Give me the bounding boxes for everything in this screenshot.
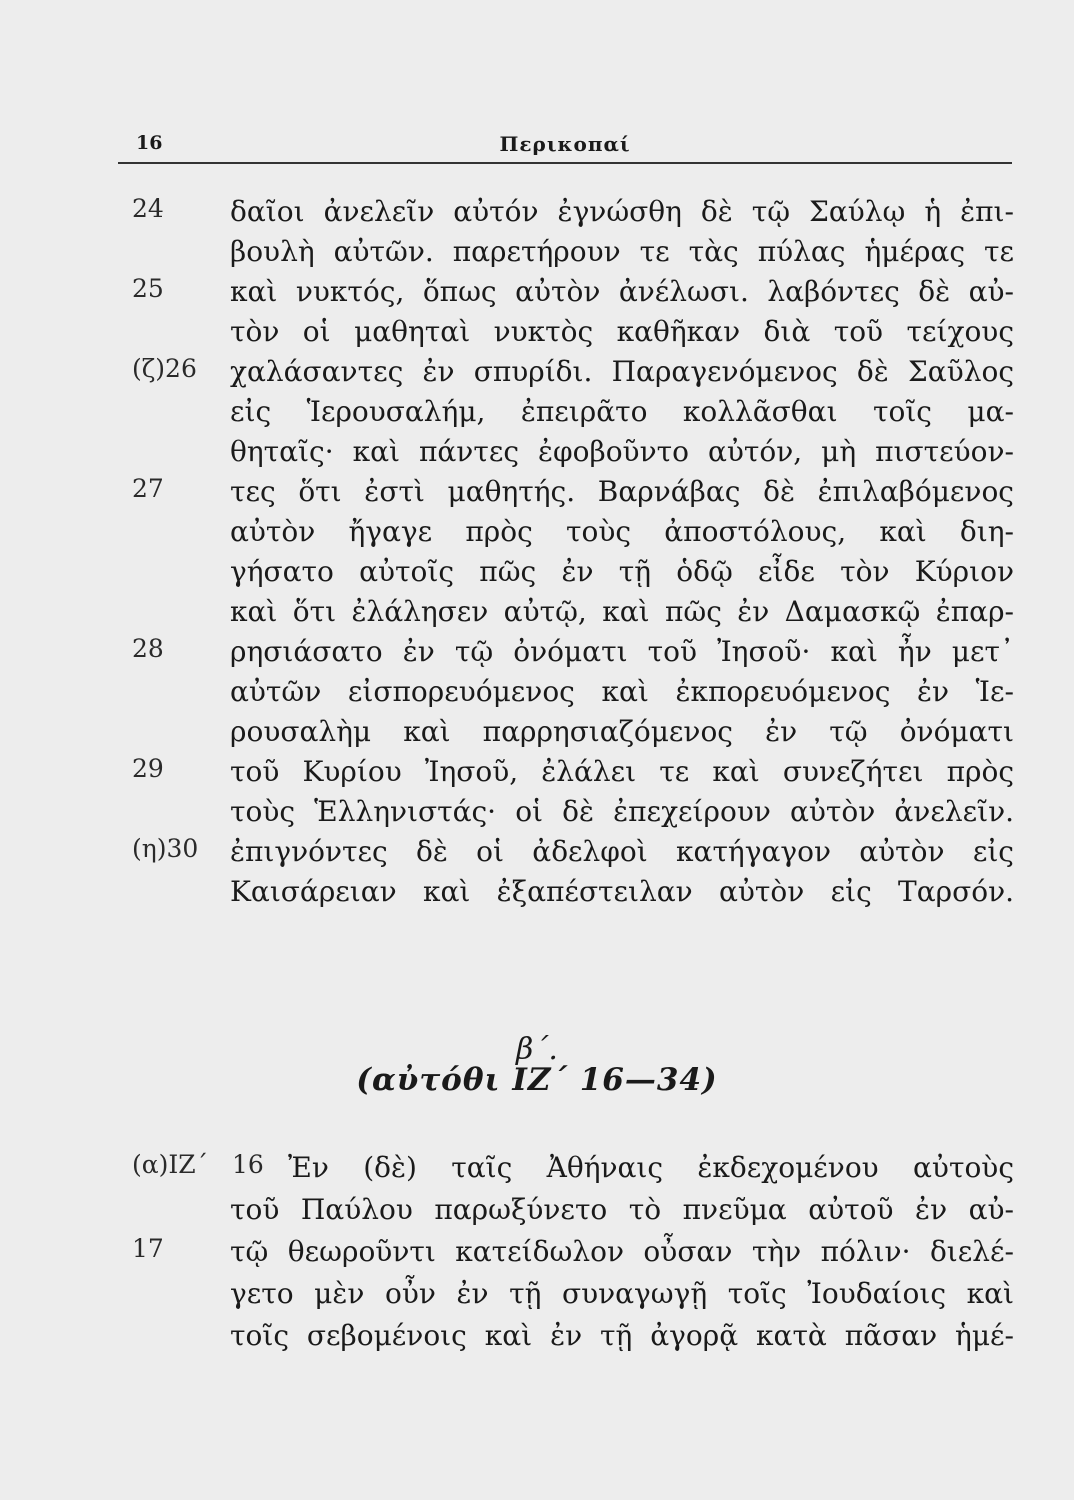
section-reference: (αὐτόθι ΙΖ΄ 16—34)	[356, 1062, 718, 1098]
verse-number: (ζ)26	[132, 354, 197, 383]
line-text: ρησιάσατο ἐν τῷ ὀνόματι τοῦ Ἰησοῦ· καὶ ἦν μετ᾿	[230, 635, 1014, 668]
text-line	[0, 432, 1074, 472]
line-text: Ἐν (δὲ) ταῖς Ἀθήναις ἐκδεχομένου αὐτοὺς	[288, 1151, 1014, 1184]
text-line	[0, 312, 1074, 352]
line-text: τοῦ Παύλου παρωξύνετο τὸ πνεῦμα αὐτοῦ ἐν αὐ-	[230, 1193, 1014, 1226]
line-text: δαῖοι ἀνελεῖν αὐτόν ἐγνώσθη δὲ τῷ Σαύλῳ ἡ ἐπι-	[230, 195, 1014, 228]
text-line	[0, 1274, 1074, 1314]
verse-number: 28	[132, 634, 164, 663]
text-line	[0, 752, 1074, 792]
line-text: τὸν οἱ μαθηταὶ νυκτὸς καθῆκαν διὰ τοῦ τείχους	[230, 315, 1014, 348]
text-line	[0, 1148, 1074, 1188]
line-text: γετο μὲν οὖν ἐν τῇ συναγωγῇ τοῖς Ἰουδαίοις καὶ	[230, 1277, 1014, 1310]
text-line	[0, 192, 1074, 232]
verse-number: 25	[132, 274, 164, 303]
text-line	[0, 592, 1074, 632]
line-text: τες ὅτι ἐστὶ μαθητής. Βαρνάβας δὲ ἐπιλαβόμενος	[230, 475, 1014, 508]
text-line	[0, 672, 1074, 712]
text-line	[0, 872, 1074, 912]
text-line	[0, 352, 1074, 392]
line-text: εἰς Ἱερουσαλήμ, ἐπειρᾶτο κολλᾶσθαι τοῖς μα-	[230, 395, 1014, 428]
text-line	[0, 792, 1074, 832]
text-line	[0, 392, 1074, 432]
verse-number: (η)30	[132, 834, 199, 863]
line-text: αὐτῶν εἰσπορευόμενος καὶ ἐκπορευόμενος ἐν Ἱε-	[230, 675, 1014, 708]
page-number: 16	[136, 132, 163, 154]
text-line	[0, 1316, 1074, 1356]
line-text: τῷ θεωροῦντι κατείδωλον οὖσαν τὴν πόλιν· διελέ-	[230, 1235, 1014, 1268]
section-number: β΄.	[516, 1032, 558, 1067]
line-text: θηταῖς· καὶ πάντες ἐφοβοῦντο αὐτόν, μὴ πιστεύον-	[230, 435, 1014, 468]
text-line	[0, 512, 1074, 552]
line-text: τοῦ Κυρίου Ἰησοῦ, ἐλάλει τε καὶ συνεζήτει πρὸς	[230, 755, 1014, 788]
text-line	[0, 472, 1074, 512]
line-text: αὐτὸν ἤγαγε πρὸς τοὺς ἀποστόλους, καὶ διη-	[230, 515, 1014, 548]
line-text: βουλὴ αὐτῶν. παρετήρουν τε τὰς πύλας ἡμέρας τε	[230, 235, 1014, 268]
running-title: Περικοπαί	[499, 132, 631, 156]
line-text: ρουσαλὴμ καὶ παρρησιαζόμενος ἐν τῷ ὀνόματι	[230, 715, 1014, 748]
page-header	[118, 128, 1012, 164]
line-text: χαλάσαντες ἐν σπυρίδι. Παραγενόμενος δὲ Σαῦλος	[230, 355, 1014, 388]
line-text: γήσατο αὐτοῖς πῶς ἐν τῇ ὁδῷ εἶδε τὸν Κύριον	[230, 555, 1014, 588]
line-text: τοὺς Ἑλληνιστάς· οἱ δὲ ἐπεχείρουν αὐτὸν ἀνελεῖν.	[230, 795, 1014, 828]
text-line	[0, 272, 1074, 312]
line-text: καὶ ὅτι ἐλάλησεν αὐτῷ, καὶ πῶς ἐν Δαμασκῷ ἐπαρ-	[230, 595, 1014, 628]
verse-number: 16	[232, 1150, 264, 1179]
text-line	[0, 832, 1074, 872]
line-text: τοῖς σεβομένοις καὶ ἐν τῇ ἀγορᾷ κατὰ πᾶσαν ἡμέ-	[230, 1319, 1014, 1352]
verse-number: 29	[132, 754, 164, 783]
text-line	[0, 632, 1074, 672]
text-line	[0, 232, 1074, 272]
text-line	[0, 1190, 1074, 1230]
text-line	[0, 552, 1074, 592]
text-line	[0, 712, 1074, 752]
verse-number: 17	[132, 1234, 164, 1263]
line-text: Καισάρειαν καὶ ἐξαπέστειλαν αὐτὸν εἰς Ταρσόν.	[230, 875, 1014, 908]
line-text: καὶ νυκτός, ὅπως αὐτὸν ἀνέλωσι. λαβόντες δὲ αὐ-	[230, 275, 1014, 308]
text-line	[0, 1232, 1074, 1272]
verse-number: 24	[132, 194, 164, 223]
line-text: ἐπιγνόντες δὲ οἱ ἀδελφοὶ κατήγαγον αὐτὸν εἰς	[230, 835, 1014, 868]
chapter-marker: (α)ΙΖ΄	[132, 1150, 209, 1179]
verse-number: 27	[132, 474, 164, 503]
